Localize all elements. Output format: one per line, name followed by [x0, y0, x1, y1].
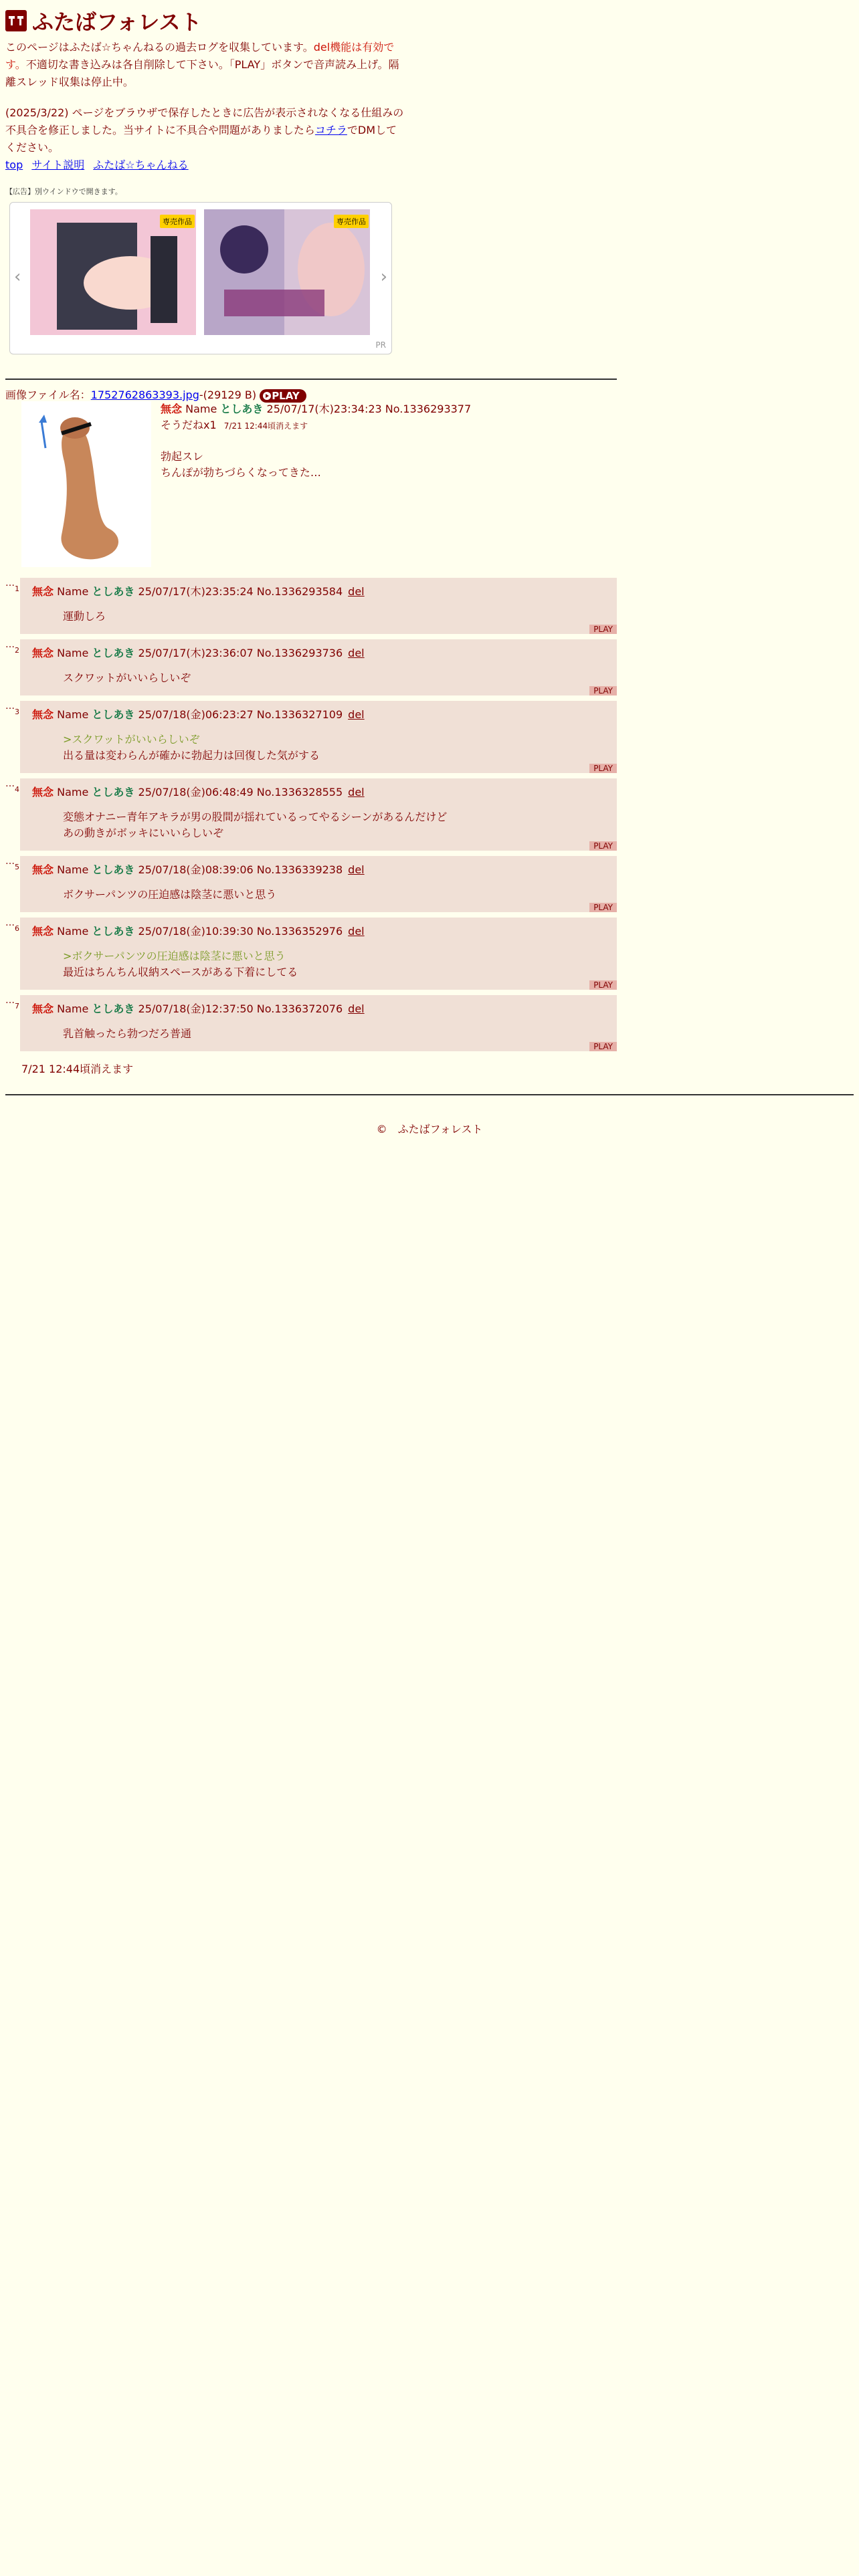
- reply-subject: 無念: [32, 786, 54, 798]
- ad-prev-arrow-icon[interactable]: ‹: [14, 267, 21, 287]
- reply-del-link[interactable]: del: [348, 647, 365, 659]
- reply-subject: 無念: [32, 925, 54, 938]
- reply-message: [63, 609, 106, 625]
- forest-logo-icon[interactable]: [5, 10, 27, 31]
- intro-text-1a: このページはふたば☆ちゃんねるの過去ログを収集しています。: [5, 41, 314, 53]
- reply-subject: 無念: [32, 1002, 54, 1015]
- reply-box: [15, 578, 617, 634]
- file-size: -(29129 B): [199, 389, 257, 401]
- footer-copyright: © ふたばフォレスト: [376, 1123, 483, 1136]
- reply-play-button[interactable]: PLAY: [589, 625, 617, 634]
- reply-del-link[interactable]: del: [348, 1002, 365, 1015]
- reply-name: としあき: [92, 708, 135, 721]
- nav-about-link[interactable]: サイト説明: [31, 158, 85, 171]
- ad-next-arrow-icon[interactable]: ›: [380, 267, 387, 287]
- reply-header: [32, 923, 365, 938]
- op-file-line: [5, 387, 617, 403]
- reply-subject: 無念: [32, 863, 54, 876]
- intro-text-1b: 不適切な書き込みは各自削除して下さい。「PLAY」ボタンで音声読み上げ。隔離スレッド収集は停止中。: [5, 58, 399, 88]
- op-message-line-1: 勃起スレ: [161, 450, 204, 463]
- reply-menu-icon[interactable]: …: [5, 856, 15, 867]
- ad-badge-2: 専売作品: [334, 215, 369, 228]
- reply-quote: >ボクサーパンツの圧迫感は陰茎に悪いと思う: [63, 950, 286, 962]
- reply-name: としあき: [92, 585, 135, 598]
- reply-play-button[interactable]: PLAY: [589, 841, 617, 851]
- reply-menu-icon[interactable]: …: [5, 639, 15, 650]
- reply-menu-icon[interactable]: …: [5, 778, 15, 789]
- play-icon: [262, 391, 272, 401]
- reply-meta: 25/07/17(木)23:35:24 No.1336293584: [138, 585, 343, 598]
- op-datetime: 25/07/17(木)23:34:23 No.1336293377: [266, 403, 472, 415]
- reply-number: 5: [15, 863, 19, 871]
- nav-links: [5, 156, 194, 172]
- reply-name-label: Name: [57, 585, 89, 598]
- reply-name: としあき: [92, 647, 135, 659]
- op-play-button[interactable]: [260, 389, 306, 403]
- thread: [5, 387, 617, 479]
- ad-pr-label: PR: [375, 340, 386, 350]
- reply-text: 最近はちんちん収納スペースがある下着にしてる: [63, 966, 298, 978]
- reply-name-label: Name: [57, 708, 89, 721]
- op-message-line-2: ちんぽが勃ちづらくなってきた…: [161, 466, 321, 479]
- reply-message: [63, 732, 320, 764]
- reply-box: [15, 639, 617, 695]
- op-header: [161, 401, 615, 417]
- reply-meta: 25/07/17(木)23:36:07 No.1336293736: [138, 647, 343, 659]
- reply-play-button[interactable]: PLAY: [589, 764, 617, 773]
- ad-image-2[interactable]: [204, 209, 370, 335]
- reply-meta: 25/07/18(金)08:39:06 No.1336339238: [138, 863, 343, 876]
- site-title[interactable]: ふたばフォレスト: [32, 9, 202, 35]
- reply-name-label: Name: [57, 1002, 89, 1015]
- file-link[interactable]: 1752762863393.jpg: [90, 389, 199, 401]
- reply-item: [5, 578, 617, 634]
- reply-text: 出る量は変わらんが確かに勃起力は回復した気がする: [63, 749, 320, 762]
- intro-del-note: del機能は有効です。: [5, 41, 395, 71]
- reply-item: [5, 701, 617, 773]
- reply-header: [32, 706, 365, 722]
- divider-bottom: [5, 1094, 854, 1095]
- op-message: [161, 449, 615, 481]
- nav-top-link[interactable]: top: [5, 158, 23, 171]
- reply-del-link[interactable]: del: [348, 863, 365, 876]
- reply-meta: 25/07/18(金)06:48:49 No.1336328555: [138, 786, 343, 798]
- reply-quote: >スクワットがいいらしいぞ: [63, 733, 200, 746]
- reply-message: [63, 887, 276, 903]
- reply-number: 1: [15, 584, 19, 593]
- reply-box: [15, 778, 617, 851]
- reply-name-label: Name: [57, 925, 89, 938]
- reply-menu-icon[interactable]: …: [5, 701, 15, 712]
- reply-number: 4: [15, 785, 19, 794]
- intro-paragraph-1: [5, 39, 407, 91]
- reply-item: [5, 856, 617, 912]
- reply-subject: 無念: [32, 708, 54, 721]
- reply-menu-icon[interactable]: …: [5, 918, 15, 928]
- reply-play-button[interactable]: PLAY: [589, 686, 617, 695]
- reply-name-label: Name: [57, 863, 89, 876]
- intro-text: [5, 39, 407, 170]
- reply-message: [63, 1026, 191, 1042]
- reply-text-2: あの動きがボッキにいいらしいぞ: [63, 827, 224, 839]
- reply-meta: 25/07/18(金)10:39:30 No.1336352976: [138, 925, 343, 938]
- reply-message: [63, 948, 298, 980]
- reply-meta: 25/07/18(金)12:37:50 No.1336372076: [138, 1002, 343, 1015]
- reply-subject: 無念: [32, 585, 54, 598]
- thread-expire-note: 7/21 12:44頃消えます: [21, 1063, 134, 1075]
- divider-top: [5, 379, 617, 380]
- intro-text-2b: でDMしてください。: [5, 124, 397, 154]
- op-meta: [161, 417, 615, 434]
- reply-name: としあき: [92, 925, 135, 938]
- reply-del-link[interactable]: del: [348, 708, 365, 721]
- reply-header: [32, 645, 365, 660]
- reply-box: [15, 701, 617, 773]
- intro-paragraph-2: [5, 104, 407, 156]
- reply-number: 3: [15, 708, 19, 716]
- contact-link[interactable]: コチラ: [314, 124, 347, 136]
- reply-name: としあき: [92, 1002, 135, 1015]
- reply-del-link[interactable]: del: [348, 925, 365, 938]
- reply-name: としあき: [92, 863, 135, 876]
- sodane-button[interactable]: そうだねx1: [161, 419, 217, 431]
- ad-banner: [9, 202, 392, 354]
- reply-play-button[interactable]: PLAY: [589, 980, 617, 990]
- reply-header: [32, 1000, 365, 1016]
- reply-message: [63, 670, 191, 686]
- reply-text: 運動しろ: [63, 610, 106, 623]
- reply-header: [32, 861, 365, 877]
- reply-name-label: Name: [57, 786, 89, 798]
- reply-box: [15, 918, 617, 990]
- file-label: 画像ファイル名：: [5, 389, 91, 401]
- reply-header: [32, 583, 365, 599]
- reply-number: 2: [15, 646, 19, 655]
- reply-message: [63, 809, 447, 841]
- op-name: としあき: [220, 403, 264, 415]
- reply-box: [15, 995, 617, 1051]
- reply-name-label: Name: [57, 647, 89, 659]
- reply-text: 変態オナニー青年アキラが男の股間が揺れているってやるシーンがあるんだけど: [63, 811, 448, 823]
- op-play-label: PLAY: [272, 389, 300, 402]
- ad-badge-1: 専売作品: [160, 215, 195, 228]
- reply-menu-icon[interactable]: …: [5, 578, 15, 588]
- reply-header: [32, 784, 365, 799]
- reply-item: [5, 639, 617, 695]
- op-thumbnail[interactable]: [21, 401, 151, 567]
- reply-item: [5, 778, 617, 851]
- reply-number: 7: [15, 1002, 19, 1010]
- reply-text: スクワットがいいらしいぞ: [63, 671, 191, 684]
- reply-number: 6: [15, 924, 19, 933]
- reply-menu-icon[interactable]: …: [5, 995, 15, 1006]
- reply-play-button[interactable]: PLAY: [589, 903, 617, 912]
- reply-text: ボクサーパンツの圧迫感は陰茎に悪いと思う: [63, 888, 277, 901]
- site-header: [5, 5, 201, 36]
- ad-note: 【広告】別ウインドウで開きます。: [5, 187, 122, 196]
- op-name-label: Name: [185, 403, 217, 415]
- reply-del-link[interactable]: del: [348, 786, 365, 798]
- op-expire-note: 7/21 12:44頃消えます: [223, 421, 308, 431]
- reply-text: 乳首触ったら勃つだろ普通: [63, 1027, 192, 1040]
- reply-subject: 無念: [32, 647, 54, 659]
- reply-name: としあき: [92, 786, 135, 798]
- reply-play-button[interactable]: PLAY: [589, 1042, 617, 1051]
- reply-box: [15, 856, 617, 912]
- reply-item: [5, 995, 617, 1051]
- op-post: [161, 401, 615, 481]
- reply-meta: 25/07/18(金)06:23:27 No.1336327109: [138, 708, 343, 721]
- ad-image-1[interactable]: [30, 209, 196, 335]
- reply-del-link[interactable]: del: [348, 585, 365, 598]
- op-subject: 無念: [161, 403, 183, 415]
- nav-futaba-link[interactable]: ふたば☆ちゃんねる: [93, 158, 189, 171]
- reply-item: [5, 918, 617, 990]
- intro-text-2a: (2025/3/22) ページをブラウザで保存したときに広告が表示されなくなる仕組みの不具合を修正しました。当サイトに不具合や問題がありましたら: [5, 106, 404, 136]
